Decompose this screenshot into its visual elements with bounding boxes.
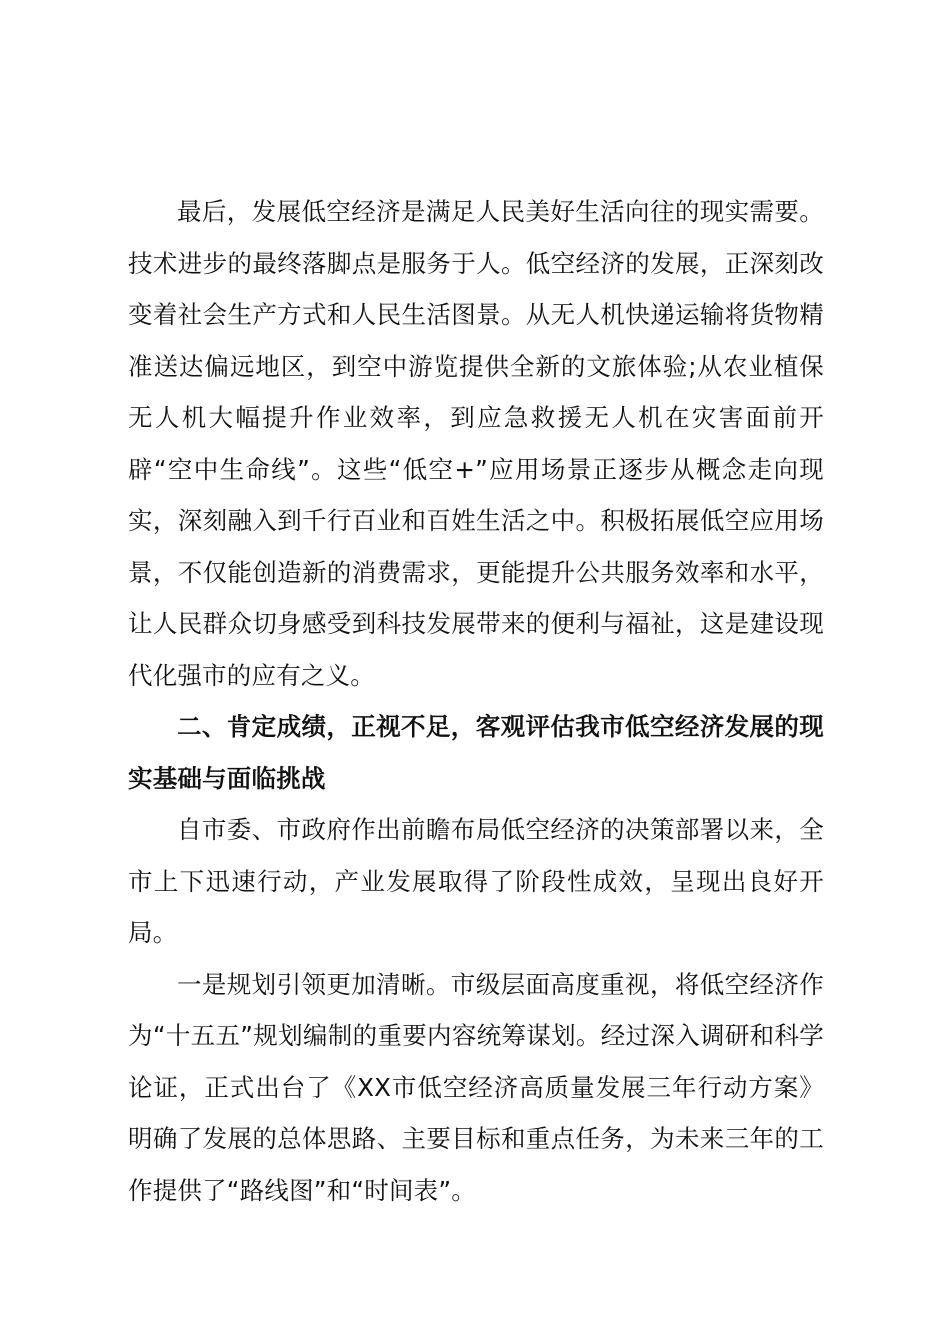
section-heading-two: 二、肯定成绩，正视不足，客观评估我市低空经济发展的现实基础与面临挑战 — [128, 712, 824, 793]
paragraph-planning: 一是规划引领更加清晰。市级层面高度重视，将低空经济作为“十五五”规划编制的重要内容统筹谋划。经过深入调研和科学论证，正式出台了《XX市低空经济高质量发展三年行动方案》明确了发展的总体思路、主要目标和重点任务，为未来三年的工作提供了“路线图”和“时间表”。 — [128, 969, 824, 1205]
paragraph-overview: 自市委、市政府作出前瞻布局低空经济的决策部署以来，全市上下迅速行动，产业发展取得了阶段性成效，呈现出良好开局。 — [128, 815, 824, 947]
document-body — [128, 186, 824, 1216]
paragraph-livelihood-needs: 最后，发展低空经济是满足人民美好生活向往的现实需要。技术进步的最终落脚点是服务于人。低空经济的发展，正深刻改变着社会生产方式和人民生活图景。从无人机快递运输将货物精准送达偏远地区，到空中游览提供全新的文旅体验;从农业植保无人机大幅提升作业效率，到应急救援无人机在灾害面前开辟“空中生命线”。这些“低空+”应用场景正逐步从概念走向现实，深刻融入到千行百业和百姓生活之中。积极拓展低空应用场景，不仅能创造新的消费需求，更能提升公共服务效率和水平，让人民群众切身感受到科技发展带来的便利与福祉，这是建设现代化强市的应有之义。 — [128, 197, 824, 690]
